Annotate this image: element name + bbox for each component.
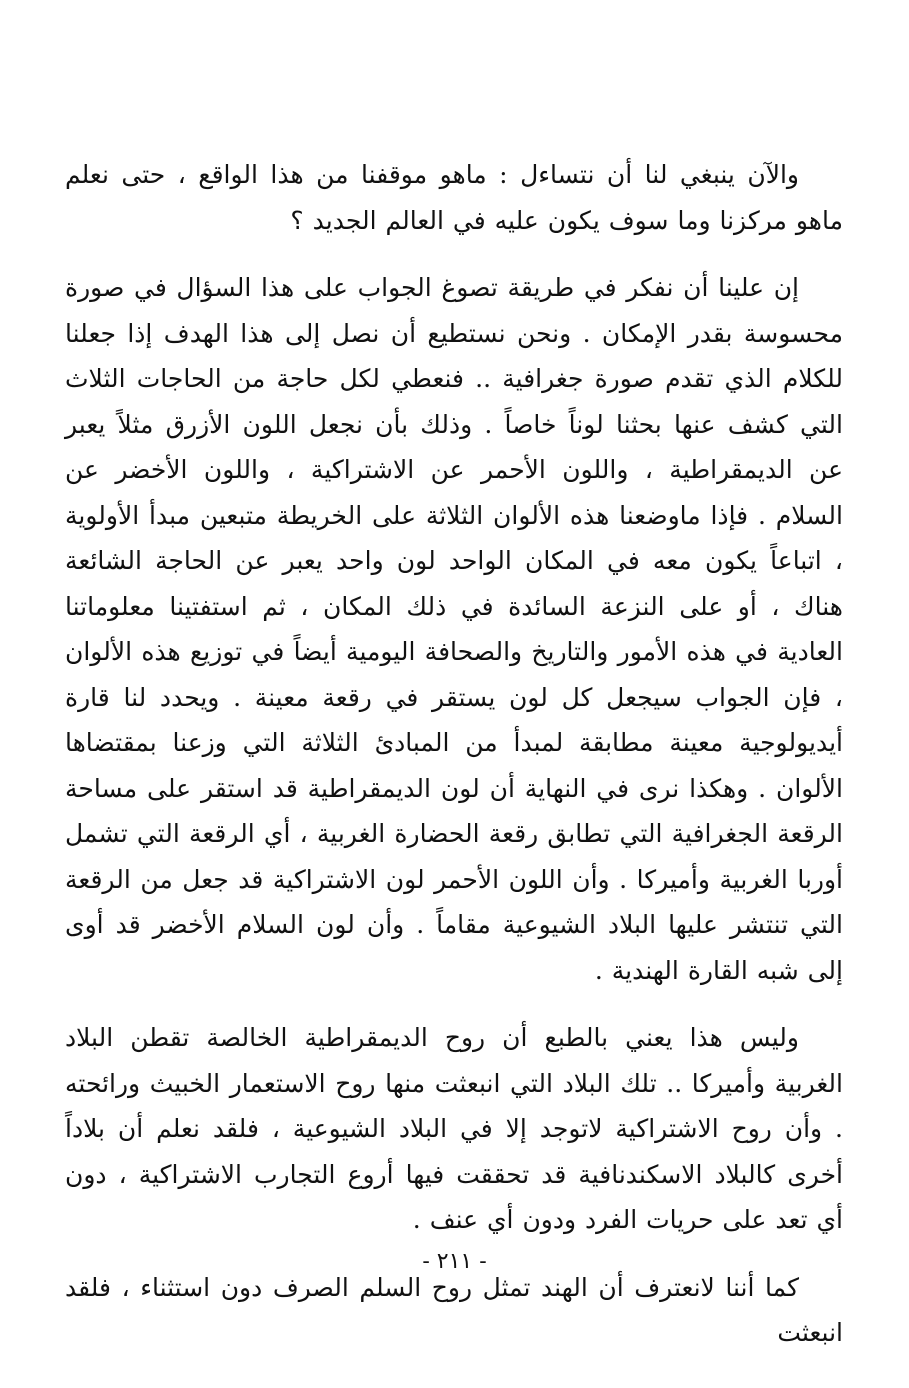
paragraph-4: كما أننا لانعترف أن الهند تمثل روح السلم الصرف دون استثناء ، فلقد انبعثت	[65, 1272, 843, 1347]
paragraph-2: إن علينا أن نفكر في طريقة تصوغ الجواب على هذا السؤال في صورة محسوسة بقدر الإمكان . ونحن نستطيع أن نصل إلى هذا الهدف إذا جعلنا للكلام الذي تقدم صورة جغرافية .. فنعطي لكل حاجة من الحاجات الثلاث التي كشف عنها بحثنا لوناً خاصاً . وذلك بأن نجعل اللون الأزرق مثلاً يعبر عن الديمقراطية ، واللون الأحمر عن الاشتراكية ، واللون الأخضر عن السلام . فإذا ماوضعنا هذه الألوان الثلاثة على الخريطة متبعين مبدأ الأولوية ، اتباعاً يكون معه في المكان الواحد لون واحد يعبر عن الحاجة الشائعة هناك ، أو على النزعة السائدة في ذلك المكان ، ثم استفتينا معلوماتنا العادية في هذه الأمور والتاريخ والصحافة اليومية أيضاً في توزيع هذه الألوان ، فإن الجواب سيجعل كل لون يستقر في رقعة معينة . ويحدد لنا قارة أيديولوجية معينة مطابقة لمبدأ من المبادئ الثلاثة التي وزعنا بمقتضاها الألوان . وهكذا نرى في النهاية أن لون الديمقراطية قد استقر على مساحة الرقعة الجغرافية التي تطابق رقعة الحضارة الغربية ، أي الرقعة التي تشمل أوربا الغربية وأميركا . وأن اللون الأحمر لون الاشتراكية قد جعل من الرقعة التي تنتشر عليها البلاد الشيوعية مقاماً . وأن لون السلام الأخضر قد أوى إلى شبه القارة الهندية .	[65, 273, 843, 985]
page-body	[65, 152, 843, 1378]
page-number: - ٢١١ -	[422, 1249, 487, 1274]
paragraph-1: والآن ينبغي لنا أن نتساءل : ماهو موقفنا من هذا الواقع ، حتى نعلم ماهو مركزنا وما سوف يكون عليه في العالم الجديد ؟	[65, 160, 843, 235]
paragraph-3: وليس هذا يعني بالطبع أن روح الديمقراطية الخالصة تقطن البلاد الغربية وأميركا .. تلك البلاد التي انبعثت منها روح الاستعمار الخبيث ورائحته . وأن روح الاشتراكية لاتوجد إلا في البلاد الشيوعية ، فلقد نعلم أن بلاداً أخرى كالبلاد الاسكندنافية قد تحققت فيها أروع التجارب الاشتراكية ، دون أي تعد على حريات الفرد ودون أي عنف .	[65, 1023, 843, 1234]
